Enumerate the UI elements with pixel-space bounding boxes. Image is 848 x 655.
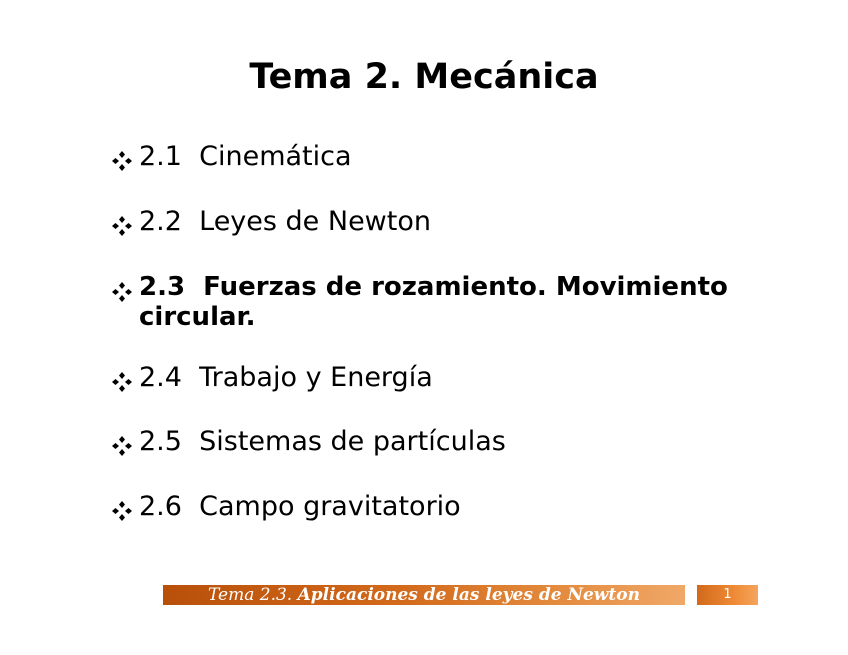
footer-title: Aplicaciones de las leyes de Newton	[297, 585, 640, 605]
topic-label: Fuerzas de rozamiento. Movimiento	[203, 272, 728, 302]
four-diamond-bullet-icon	[111, 281, 133, 303]
four-diamond-bullet-icon	[111, 435, 133, 457]
topic-label-continuation: circular.	[139, 302, 256, 332]
footer-prefix: Tema 2.3.	[208, 585, 293, 605]
four-diamond-bullet-icon	[111, 371, 133, 393]
topic-text	[139, 272, 728, 332]
topic-number: 2.3	[139, 272, 186, 302]
topic-text	[139, 491, 461, 523]
topic-label: Leyes de Newton	[199, 206, 431, 237]
topic-number: 2.5	[139, 426, 182, 457]
four-diamond-bullet-icon	[111, 150, 133, 172]
footer-text	[208, 585, 640, 605]
page-number: 1	[697, 585, 758, 605]
topic-number: 2.4	[139, 362, 182, 393]
topic-text	[139, 426, 506, 458]
topic-text	[139, 362, 433, 394]
topic-label: Campo gravitatorio	[199, 491, 461, 522]
topic-number: 2.1	[139, 141, 182, 172]
topic-text	[139, 206, 431, 238]
topic-label: Trabajo y Energía	[199, 362, 433, 393]
topic-label: Sistemas de partículas	[199, 426, 506, 457]
topic-number: 2.2	[139, 206, 182, 237]
slide-title: Tema 2. Mecánica	[249, 57, 599, 97]
four-diamond-bullet-icon	[111, 500, 133, 522]
topic-number: 2.6	[139, 491, 182, 522]
footer-bar	[163, 585, 685, 605]
topic-label: Cinemática	[199, 141, 352, 172]
topic-text	[139, 141, 352, 173]
four-diamond-bullet-icon	[111, 215, 133, 237]
